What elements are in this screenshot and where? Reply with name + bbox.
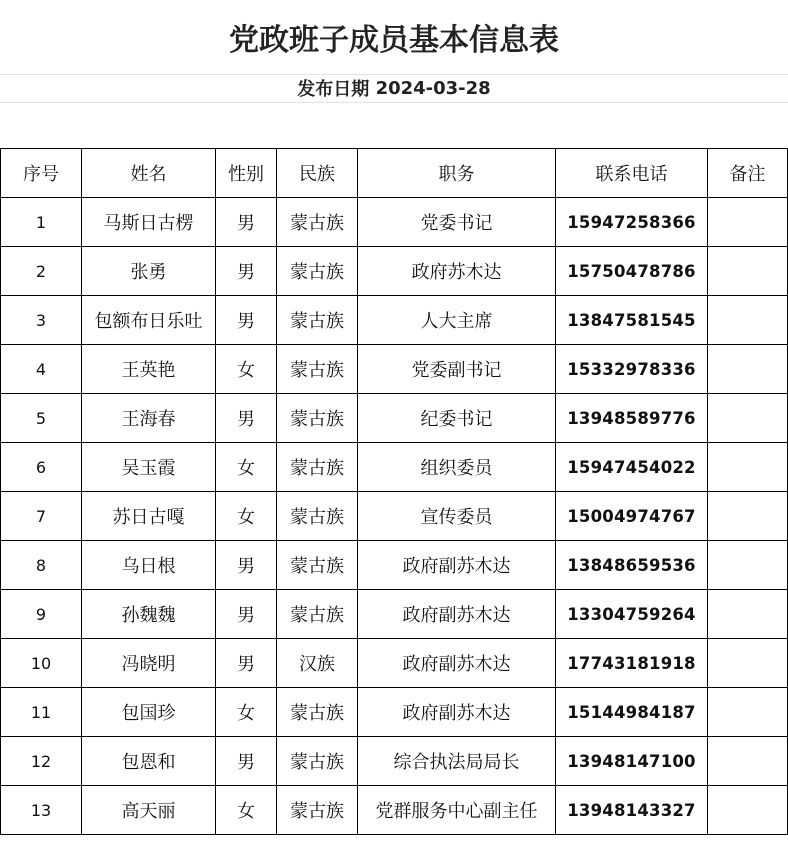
cell-position: 政府副苏木达 [358,639,556,688]
cell-ethnicity: 蒙古族 [277,541,358,590]
table-row [1,296,788,345]
cell-phone: 15004974767 [556,492,708,541]
cell-ethnicity: 蒙古族 [277,198,358,247]
release-date-row [0,74,788,103]
cell-no: 4 [1,345,82,394]
table-row [1,198,788,247]
cell-ethnicity: 蒙古族 [277,443,358,492]
cell-ethnicity: 汉族 [277,639,358,688]
cell-no: 11 [1,688,82,737]
cell-name: 张勇 [82,247,216,296]
cell-remark [708,443,788,492]
cell-name: 马斯日古楞 [82,198,216,247]
cell-phone: 13847581545 [556,296,708,345]
cell-ethnicity: 蒙古族 [277,737,358,786]
cell-name: 冯晓明 [82,639,216,688]
cell-phone: 17743181918 [556,639,708,688]
cell-name: 王海春 [82,394,216,443]
header-remark: 备注 [708,149,788,198]
cell-name: 乌日根 [82,541,216,590]
blank-row [0,102,788,148]
release-date-value: 2024-03-28 [375,77,491,99]
cell-position: 宣传委员 [358,492,556,541]
cell-remark [708,541,788,590]
table-row [1,492,788,541]
cell-ethnicity: 蒙古族 [277,688,358,737]
cell-gender: 男 [216,198,277,247]
cell-position: 党委书记 [358,198,556,247]
cell-position: 党委副书记 [358,345,556,394]
cell-gender: 男 [216,639,277,688]
cell-position: 政府苏木达 [358,247,556,296]
cell-phone: 15750478786 [556,247,708,296]
cell-phone: 13948147100 [556,737,708,786]
cell-remark [708,639,788,688]
cell-phone: 15332978336 [556,345,708,394]
cell-gender: 男 [216,590,277,639]
cell-remark [708,345,788,394]
cell-gender: 女 [216,443,277,492]
cell-gender: 男 [216,296,277,345]
cell-no: 10 [1,639,82,688]
cell-position: 综合执法局局长 [358,737,556,786]
cell-no: 12 [1,737,82,786]
cell-ethnicity: 蒙古族 [277,394,358,443]
cell-phone: 13304759264 [556,590,708,639]
cell-position: 党群服务中心副主任 [358,786,556,835]
cell-remark [708,786,788,835]
cell-name: 王英艳 [82,345,216,394]
cell-gender: 女 [216,492,277,541]
cell-gender: 女 [216,786,277,835]
header-phone: 联系电话 [556,149,708,198]
table-row [1,639,788,688]
table-row [1,590,788,639]
page-title [0,0,788,75]
cell-phone: 15144984187 [556,688,708,737]
table-row [1,443,788,492]
header-position: 职务 [358,149,556,198]
cell-no: 6 [1,443,82,492]
cell-gender: 男 [216,737,277,786]
table-row [1,688,788,737]
cell-ethnicity: 蒙古族 [277,296,358,345]
cell-gender: 女 [216,345,277,394]
cell-no: 2 [1,247,82,296]
cell-position: 政府副苏木达 [358,590,556,639]
cell-no: 5 [1,394,82,443]
cell-name: 包恩和 [82,737,216,786]
cell-name: 吴玉霞 [82,443,216,492]
cell-no: 13 [1,786,82,835]
cell-remark [708,198,788,247]
cell-no: 7 [1,492,82,541]
release-date-label: 发布日期 [297,79,370,100]
member-info-table [0,148,788,835]
header-ethnicity: 民族 [277,149,358,198]
cell-remark [708,247,788,296]
cell-name: 孙魏魏 [82,590,216,639]
cell-gender: 女 [216,688,277,737]
cell-name: 高天丽 [82,786,216,835]
cell-ethnicity: 蒙古族 [277,247,358,296]
cell-position: 人大主席 [358,296,556,345]
title-text: 党政班子成员基本信息表 [229,23,559,58]
cell-remark [708,737,788,786]
cell-gender: 男 [216,247,277,296]
cell-no: 8 [1,541,82,590]
cell-phone: 15947454022 [556,443,708,492]
cell-remark [708,688,788,737]
header-name: 姓名 [82,149,216,198]
cell-remark [708,394,788,443]
header-gender: 性别 [216,149,277,198]
cell-no: 3 [1,296,82,345]
cell-phone: 13948143327 [556,786,708,835]
cell-gender: 男 [216,541,277,590]
cell-ethnicity: 蒙古族 [277,345,358,394]
cell-ethnicity: 蒙古族 [277,786,358,835]
cell-remark [708,590,788,639]
cell-no: 1 [1,198,82,247]
cell-position: 政府副苏木达 [358,541,556,590]
cell-gender: 男 [216,394,277,443]
table-row [1,786,788,835]
cell-ethnicity: 蒙古族 [277,590,358,639]
cell-remark [708,492,788,541]
cell-name: 包国珍 [82,688,216,737]
cell-phone: 13948589776 [556,394,708,443]
table-row [1,541,788,590]
table-row [1,345,788,394]
cell-position: 纪委书记 [358,394,556,443]
cell-phone: 13848659536 [556,541,708,590]
cell-remark [708,296,788,345]
cell-name: 苏日古嘎 [82,492,216,541]
table-row [1,247,788,296]
cell-position: 政府副苏木达 [358,688,556,737]
header-no: 序号 [1,149,82,198]
cell-phone: 15947258366 [556,198,708,247]
table-row [1,737,788,786]
cell-name: 包额布日乐吐 [82,296,216,345]
cell-ethnicity: 蒙古族 [277,492,358,541]
table-header-row [1,149,788,198]
cell-no: 9 [1,590,82,639]
cell-position: 组织委员 [358,443,556,492]
table-row [1,394,788,443]
